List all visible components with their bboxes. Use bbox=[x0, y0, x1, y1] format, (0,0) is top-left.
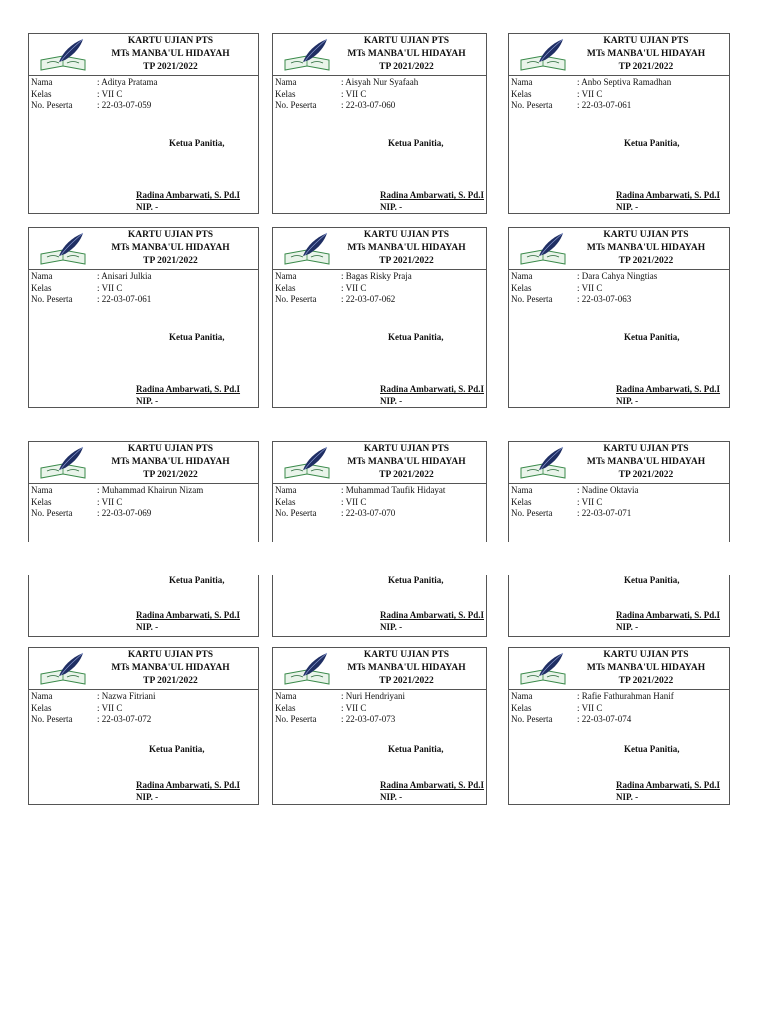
signer-name: Radina Ambarwati, S. Pd.I bbox=[616, 780, 721, 790]
name-row bbox=[31, 485, 256, 497]
exam-card bbox=[272, 33, 487, 214]
name-value: : Dara Cahya Ningtias bbox=[577, 271, 658, 281]
class-value: : VII C bbox=[577, 702, 603, 713]
name-row bbox=[275, 77, 484, 89]
card-header bbox=[273, 442, 486, 484]
name-row bbox=[275, 485, 484, 497]
participant-fields bbox=[275, 271, 484, 306]
committee-chair-label: Ketua Panitia, bbox=[388, 744, 444, 754]
card-header bbox=[273, 34, 486, 76]
card-title-line: MTs MANBA'UL HIDAYAH bbox=[111, 49, 230, 59]
class-label: Kelas bbox=[31, 702, 52, 713]
participant-fields bbox=[511, 485, 727, 520]
exam-card-continued bbox=[28, 575, 259, 637]
name-row bbox=[511, 271, 727, 283]
card-title bbox=[337, 443, 476, 482]
signature-block bbox=[616, 610, 720, 633]
class-value: : VII C bbox=[341, 702, 367, 713]
class-row bbox=[31, 497, 256, 509]
participant-number-value: : 22-03-07-069 bbox=[97, 508, 152, 518]
participant-number-label: No. Peserta bbox=[511, 714, 553, 724]
card-header bbox=[29, 648, 258, 690]
signer-name: Radina Ambarwati, S. Pd.I bbox=[136, 384, 241, 394]
name-label: Nama bbox=[31, 691, 53, 701]
card-title-line: KARTU UJIAN PTS bbox=[603, 650, 689, 660]
quill-book-icon bbox=[37, 232, 89, 266]
card-title-line: MTs MANBA'UL HIDAYAH bbox=[347, 663, 466, 673]
class-label: Kelas bbox=[511, 702, 532, 713]
signer-name: Radina Ambarwati, S. Pd.I bbox=[616, 384, 721, 394]
card-title-line: KARTU UJIAN PTS bbox=[603, 444, 689, 454]
quill-book-icon bbox=[517, 38, 569, 72]
participant-number-value: : 22-03-07-059 bbox=[97, 100, 152, 110]
nip-label: NIP. - bbox=[380, 621, 403, 632]
card-title-line: MTs MANBA'UL HIDAYAH bbox=[586, 457, 706, 467]
name-label: Nama bbox=[275, 485, 297, 495]
class-value: : VII C bbox=[341, 282, 367, 293]
participant-number-value: : 22-03-07-073 bbox=[341, 714, 396, 724]
card-title bbox=[573, 443, 719, 482]
card-header bbox=[29, 442, 258, 484]
nip-label: NIP. - bbox=[380, 395, 403, 406]
participant-number-value: : 22-03-07-061 bbox=[97, 294, 152, 304]
class-value: : VII C bbox=[577, 88, 603, 99]
card-title bbox=[93, 35, 248, 74]
class-row bbox=[31, 703, 256, 715]
name-value: : Rafie Fathurahman Hanif bbox=[577, 691, 674, 701]
name-row bbox=[275, 271, 484, 283]
name-value: : Muhammad Khairun Nizam bbox=[97, 485, 204, 495]
class-label: Kelas bbox=[275, 702, 296, 713]
participant-number-row bbox=[511, 294, 727, 306]
card-title-line: TP 2021/2022 bbox=[379, 676, 434, 686]
name-value: : Muhammad Taufik Hidayat bbox=[341, 485, 446, 495]
card-title-line: TP 2021/2022 bbox=[143, 470, 198, 480]
class-label: Kelas bbox=[511, 496, 532, 507]
nip-label: NIP. - bbox=[616, 621, 639, 632]
participant-number-value: : 22-03-07-060 bbox=[341, 100, 396, 110]
card-header bbox=[273, 228, 486, 270]
committee-chair-label: Ketua Panitia, bbox=[169, 575, 225, 585]
participant-number-row bbox=[31, 294, 256, 306]
participant-number-value: : 22-03-07-062 bbox=[341, 294, 396, 304]
card-title-line: MTs MANBA'UL HIDAYAH bbox=[111, 457, 230, 467]
class-row bbox=[31, 89, 256, 101]
participant-number-row bbox=[511, 508, 727, 520]
signature-block bbox=[380, 190, 484, 213]
name-row bbox=[275, 691, 484, 703]
card-title-line: TP 2021/2022 bbox=[379, 470, 434, 480]
participant-fields bbox=[511, 77, 727, 112]
card-title-line: TP 2021/2022 bbox=[618, 676, 674, 686]
card-title-line: KARTU UJIAN PTS bbox=[363, 444, 450, 454]
nip-label: NIP. - bbox=[616, 791, 639, 802]
signature-block bbox=[616, 190, 720, 213]
participant-number-label: No. Peserta bbox=[31, 508, 73, 518]
committee-chair-label: Ketua Panitia, bbox=[388, 575, 444, 585]
participant-number-value: : 22-03-07-061 bbox=[577, 100, 632, 110]
class-value: : VII C bbox=[577, 496, 603, 507]
committee-chair-label: Ketua Panitia, bbox=[624, 138, 680, 148]
signer-name: Radina Ambarwati, S. Pd.I bbox=[616, 190, 721, 200]
card-title bbox=[93, 229, 248, 268]
signature-block bbox=[616, 780, 720, 803]
quill-book-icon bbox=[517, 232, 569, 266]
quill-book-icon bbox=[37, 446, 89, 480]
card-title bbox=[573, 649, 719, 688]
signature-block bbox=[136, 190, 240, 213]
exam-card bbox=[28, 441, 259, 542]
card-title-line: KARTU UJIAN PTS bbox=[127, 444, 214, 454]
card-title-line: MTs MANBA'UL HIDAYAH bbox=[111, 243, 230, 253]
nip-label: NIP. - bbox=[136, 201, 159, 212]
participant-fields bbox=[275, 485, 484, 520]
name-label: Nama bbox=[275, 271, 297, 281]
card-title-line: TP 2021/2022 bbox=[379, 62, 434, 72]
participant-fields bbox=[275, 691, 484, 726]
card-title-line: TP 2021/2022 bbox=[379, 256, 434, 266]
card-title-line: KARTU UJIAN PTS bbox=[603, 36, 689, 46]
class-label: Kelas bbox=[511, 88, 532, 99]
class-row bbox=[275, 283, 484, 295]
participant-number-row bbox=[275, 100, 484, 112]
class-row bbox=[31, 283, 256, 295]
participant-number-label: No. Peserta bbox=[31, 294, 73, 304]
participant-number-row bbox=[275, 714, 484, 726]
nip-label: NIP. - bbox=[136, 395, 159, 406]
nip-label: NIP. - bbox=[380, 791, 403, 802]
exam-card bbox=[508, 441, 730, 542]
class-label: Kelas bbox=[31, 282, 52, 293]
card-title bbox=[337, 35, 476, 74]
name-label: Nama bbox=[511, 485, 533, 495]
signature-block bbox=[616, 384, 720, 407]
card-header bbox=[509, 648, 729, 690]
quill-book-icon bbox=[281, 652, 333, 686]
class-value: : VII C bbox=[341, 496, 367, 507]
card-title-line: MTs MANBA'UL HIDAYAH bbox=[111, 663, 230, 673]
quill-book-icon bbox=[281, 38, 333, 72]
committee-chair-label: Ketua Panitia, bbox=[624, 744, 680, 754]
card-title bbox=[573, 35, 719, 74]
card-title-line: KARTU UJIAN PTS bbox=[127, 650, 214, 660]
class-label: Kelas bbox=[275, 282, 296, 293]
name-row bbox=[31, 77, 256, 89]
card-title-line: MTs MANBA'UL HIDAYAH bbox=[586, 663, 706, 673]
committee-chair-label: Ketua Panitia, bbox=[388, 138, 444, 148]
participant-number-value: : 22-03-07-071 bbox=[577, 508, 632, 518]
name-value: : Anbo Septiva Ramadhan bbox=[577, 77, 672, 87]
card-title-line: MTs MANBA'UL HIDAYAH bbox=[347, 49, 466, 59]
participant-number-label: No. Peserta bbox=[31, 714, 73, 724]
name-row bbox=[31, 691, 256, 703]
card-header bbox=[29, 34, 258, 76]
participant-number-label: No. Peserta bbox=[275, 100, 317, 110]
card-title bbox=[337, 649, 476, 688]
participant-number-row bbox=[511, 714, 727, 726]
signature-block bbox=[136, 610, 240, 633]
name-row bbox=[511, 485, 727, 497]
exam-card bbox=[272, 647, 487, 805]
class-label: Kelas bbox=[275, 88, 296, 99]
card-title-line: MTs MANBA'UL HIDAYAH bbox=[347, 243, 466, 253]
participant-fields bbox=[511, 271, 727, 306]
nip-label: NIP. - bbox=[616, 201, 639, 212]
card-header bbox=[509, 442, 729, 484]
class-row bbox=[275, 89, 484, 101]
name-row bbox=[511, 77, 727, 89]
card-title-line: TP 2021/2022 bbox=[143, 62, 198, 72]
card-title-line: TP 2021/2022 bbox=[618, 256, 674, 266]
participant-number-row bbox=[275, 294, 484, 306]
class-row bbox=[511, 89, 727, 101]
card-title-line: TP 2021/2022 bbox=[143, 676, 198, 686]
participant-number-label: No. Peserta bbox=[275, 714, 317, 724]
signer-name: Radina Ambarwati, S. Pd.I bbox=[616, 610, 721, 620]
signature-block bbox=[136, 780, 240, 803]
name-value: : Bagas Risky Praja bbox=[341, 271, 412, 281]
name-label: Nama bbox=[31, 77, 53, 87]
exam-card bbox=[508, 647, 730, 805]
class-label: Kelas bbox=[31, 496, 52, 507]
participant-number-row bbox=[275, 508, 484, 520]
nip-label: NIP. - bbox=[380, 201, 403, 212]
class-value: : VII C bbox=[577, 282, 603, 293]
name-label: Nama bbox=[511, 691, 533, 701]
participant-fields bbox=[31, 691, 256, 726]
class-label: Kelas bbox=[275, 496, 296, 507]
exam-card bbox=[508, 227, 730, 408]
signature-block bbox=[380, 780, 484, 803]
card-title bbox=[573, 229, 719, 268]
participant-number-label: No. Peserta bbox=[275, 294, 317, 304]
signature-block bbox=[380, 384, 484, 407]
card-title-line: TP 2021/2022 bbox=[143, 256, 198, 266]
signer-name: Radina Ambarwati, S. Pd.I bbox=[380, 780, 485, 790]
nip-label: NIP. - bbox=[616, 395, 639, 406]
card-title-line: MTs MANBA'UL HIDAYAH bbox=[347, 457, 466, 467]
participant-number-row bbox=[31, 508, 256, 520]
participant-fields bbox=[31, 485, 256, 520]
name-value: : Nadine Oktavia bbox=[577, 485, 639, 495]
name-value: : Nazwa Fitriani bbox=[97, 691, 156, 701]
signer-name: Radina Ambarwati, S. Pd.I bbox=[380, 190, 485, 200]
exam-card-continued bbox=[508, 575, 730, 637]
card-title bbox=[93, 649, 248, 688]
class-value: : VII C bbox=[97, 88, 123, 99]
exam-card bbox=[508, 33, 730, 214]
card-title-line: KARTU UJIAN PTS bbox=[363, 36, 450, 46]
participant-number-value: : 22-03-07-070 bbox=[341, 508, 396, 518]
committee-chair-label: Ketua Panitia, bbox=[169, 138, 225, 148]
name-value: : Nuri Hendriyani bbox=[341, 691, 405, 701]
class-row bbox=[511, 283, 727, 295]
class-row bbox=[275, 703, 484, 715]
name-value: : Aisyah Nur Syafaah bbox=[341, 77, 419, 87]
participant-number-value: : 22-03-07-074 bbox=[577, 714, 632, 724]
name-row bbox=[31, 271, 256, 283]
card-title-line: KARTU UJIAN PTS bbox=[127, 230, 214, 240]
signature-block bbox=[136, 384, 240, 407]
class-row bbox=[511, 497, 727, 509]
committee-chair-label: Ketua Panitia, bbox=[624, 332, 680, 342]
participant-number-label: No. Peserta bbox=[31, 100, 73, 110]
participant-number-label: No. Peserta bbox=[275, 508, 317, 518]
card-title-line: TP 2021/2022 bbox=[618, 470, 674, 480]
signer-name: Radina Ambarwati, S. Pd.I bbox=[136, 190, 241, 200]
exam-card bbox=[272, 441, 487, 542]
name-label: Nama bbox=[511, 271, 533, 281]
quill-book-icon bbox=[281, 446, 333, 480]
quill-book-icon bbox=[37, 38, 89, 72]
participant-number-value: : 22-03-07-063 bbox=[577, 294, 632, 304]
quill-book-icon bbox=[517, 652, 569, 686]
participant-number-row bbox=[511, 100, 727, 112]
participant-fields bbox=[31, 271, 256, 306]
participant-number-label: No. Peserta bbox=[511, 294, 553, 304]
class-value: : VII C bbox=[97, 702, 123, 713]
participant-number-value: : 22-03-07-072 bbox=[97, 714, 152, 724]
signature-block bbox=[380, 610, 484, 633]
participant-number-label: No. Peserta bbox=[511, 508, 553, 518]
card-title-line: KARTU UJIAN PTS bbox=[363, 230, 450, 240]
card-header bbox=[273, 648, 486, 690]
signer-name: Radina Ambarwati, S. Pd.I bbox=[380, 610, 485, 620]
signer-name: Radina Ambarwati, S. Pd.I bbox=[136, 610, 241, 620]
card-title-line: MTs MANBA'UL HIDAYAH bbox=[586, 49, 706, 59]
card-title-line: MTs MANBA'UL HIDAYAH bbox=[586, 243, 706, 253]
card-title-line: TP 2021/2022 bbox=[618, 62, 674, 72]
nip-label: NIP. - bbox=[136, 791, 159, 802]
card-header bbox=[509, 228, 729, 270]
signer-name: Radina Ambarwati, S. Pd.I bbox=[380, 384, 485, 394]
exam-card bbox=[28, 33, 259, 214]
class-row bbox=[275, 497, 484, 509]
name-value: : Anisari Julkia bbox=[97, 271, 152, 281]
name-value: : Aditya Pratama bbox=[97, 77, 158, 87]
name-label: Nama bbox=[275, 77, 297, 87]
exam-card bbox=[28, 227, 259, 408]
participant-number-label: No. Peserta bbox=[511, 100, 553, 110]
signer-name: Radina Ambarwati, S. Pd.I bbox=[136, 780, 241, 790]
card-header bbox=[509, 34, 729, 76]
name-label: Nama bbox=[31, 271, 53, 281]
exam-card bbox=[28, 647, 259, 805]
card-title-line: KARTU UJIAN PTS bbox=[603, 230, 689, 240]
participant-fields bbox=[511, 691, 727, 726]
card-header bbox=[29, 228, 258, 270]
name-label: Nama bbox=[511, 77, 533, 87]
class-row bbox=[511, 703, 727, 715]
class-value: : VII C bbox=[97, 496, 123, 507]
name-label: Nama bbox=[31, 485, 53, 495]
class-label: Kelas bbox=[511, 282, 532, 293]
quill-book-icon bbox=[517, 446, 569, 480]
committee-chair-label: Ketua Panitia, bbox=[388, 332, 444, 342]
quill-book-icon bbox=[37, 652, 89, 686]
exam-card bbox=[272, 227, 487, 408]
participant-number-row bbox=[31, 100, 256, 112]
class-label: Kelas bbox=[31, 88, 52, 99]
card-title-line: KARTU UJIAN PTS bbox=[127, 36, 214, 46]
exam-card-continued bbox=[272, 575, 487, 637]
name-label: Nama bbox=[275, 691, 297, 701]
quill-book-icon bbox=[281, 232, 333, 266]
card-title bbox=[337, 229, 476, 268]
class-value: : VII C bbox=[341, 88, 367, 99]
participant-number-row bbox=[31, 714, 256, 726]
participant-fields bbox=[275, 77, 484, 112]
card-title bbox=[93, 443, 248, 482]
name-row bbox=[511, 691, 727, 703]
participant-fields bbox=[31, 77, 256, 112]
committee-chair-label: Ketua Panitia, bbox=[169, 332, 225, 342]
committee-chair-label: Ketua Panitia, bbox=[149, 744, 205, 754]
committee-chair-label: Ketua Panitia, bbox=[624, 575, 680, 585]
nip-label: NIP. - bbox=[136, 621, 159, 632]
class-value: : VII C bbox=[97, 282, 123, 293]
card-title-line: KARTU UJIAN PTS bbox=[363, 650, 450, 660]
